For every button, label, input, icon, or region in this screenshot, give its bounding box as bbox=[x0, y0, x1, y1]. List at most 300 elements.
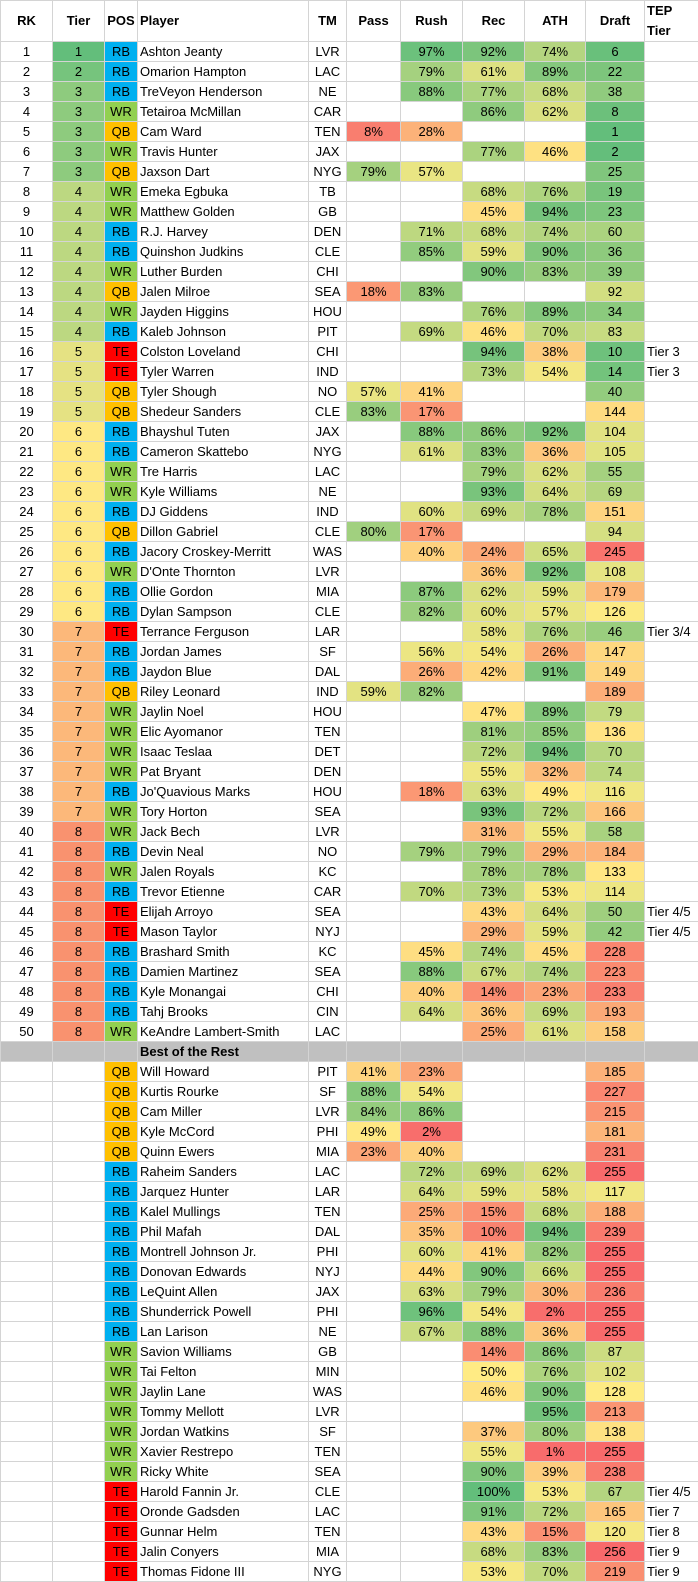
ath-cell bbox=[525, 1102, 586, 1122]
rest-player-row[interactable] bbox=[1, 1502, 698, 1522]
player-name: Will Howard bbox=[138, 1062, 309, 1082]
player-row[interactable] bbox=[1, 82, 698, 102]
player-name: Tyler Shough bbox=[138, 382, 309, 402]
tier-cell bbox=[53, 1422, 105, 1442]
rank-cell: 9 bbox=[1, 202, 53, 222]
pos-cell: QB bbox=[105, 122, 138, 142]
ath-cell: 29% bbox=[525, 842, 586, 862]
player-row[interactable] bbox=[1, 1002, 698, 1022]
pos-cell: RB bbox=[105, 1002, 138, 1022]
player-row[interactable] bbox=[1, 122, 698, 142]
rest-player-row[interactable] bbox=[1, 1162, 698, 1182]
pos-cell: RB bbox=[105, 322, 138, 342]
tep-tier-cell bbox=[645, 242, 698, 262]
draft-cell: 138 bbox=[586, 1422, 645, 1442]
tep-tier-cell bbox=[645, 522, 698, 542]
team-cell: NE bbox=[309, 82, 347, 102]
player-row[interactable] bbox=[1, 182, 698, 202]
rush-cell: 83% bbox=[401, 282, 463, 302]
team-cell: NYG bbox=[309, 442, 347, 462]
player-row[interactable] bbox=[1, 162, 698, 182]
header-ath[interactable]: ATH bbox=[525, 1, 586, 42]
tep-tier-cell bbox=[645, 62, 698, 82]
rush-cell: 26% bbox=[401, 662, 463, 682]
header-tier[interactable]: Tier bbox=[53, 1, 105, 42]
pos-cell: TE bbox=[105, 1502, 138, 1522]
pos-cell: WR bbox=[105, 202, 138, 222]
rec-cell: 78% bbox=[463, 862, 525, 882]
pass-cell bbox=[347, 602, 401, 622]
rest-player-row[interactable] bbox=[1, 1062, 698, 1082]
draft-cell: 23 bbox=[586, 202, 645, 222]
player-name: Cameron Skattebo bbox=[138, 442, 309, 462]
rank-cell bbox=[1, 1422, 53, 1442]
draft-cell: 166 bbox=[586, 802, 645, 822]
player-row[interactable] bbox=[1, 1022, 698, 1042]
ath-cell: 74% bbox=[525, 42, 586, 62]
player-row[interactable] bbox=[1, 102, 698, 122]
tier-cell bbox=[53, 1182, 105, 1202]
tep-tier-cell bbox=[645, 142, 698, 162]
team-cell: LAR bbox=[309, 622, 347, 642]
tep-tier-cell bbox=[645, 322, 698, 342]
team-cell: SF bbox=[309, 1082, 347, 1102]
ath-cell: 78% bbox=[525, 502, 586, 522]
team-cell: JAX bbox=[309, 142, 347, 162]
rank-cell bbox=[1, 1542, 53, 1562]
team-cell: TEN bbox=[309, 1522, 347, 1542]
player-row[interactable] bbox=[1, 62, 698, 82]
ath-cell: 38% bbox=[525, 342, 586, 362]
tep-tier-cell bbox=[645, 202, 698, 222]
ath-cell: 36% bbox=[525, 1322, 586, 1342]
player-row[interactable] bbox=[1, 542, 698, 562]
team-cell: NE bbox=[309, 482, 347, 502]
tier-cell bbox=[53, 1462, 105, 1482]
rank-cell: 20 bbox=[1, 422, 53, 442]
rush-cell: 35% bbox=[401, 1222, 463, 1242]
player-row[interactable] bbox=[1, 942, 698, 962]
player-row[interactable] bbox=[1, 482, 698, 502]
tep-tier-cell bbox=[645, 1342, 698, 1362]
pass-cell bbox=[347, 342, 401, 362]
rec-cell: 63% bbox=[463, 782, 525, 802]
rush-cell: 87% bbox=[401, 582, 463, 602]
rank-cell: 31 bbox=[1, 642, 53, 662]
tier-cell bbox=[53, 1542, 105, 1562]
rest-player-row[interactable] bbox=[1, 1222, 698, 1242]
player-row[interactable] bbox=[1, 982, 698, 1002]
pos-cell: TE bbox=[105, 922, 138, 942]
pos-cell: RB bbox=[105, 942, 138, 962]
draft-cell: 228 bbox=[586, 942, 645, 962]
ath-cell: 72% bbox=[525, 1502, 586, 1522]
player-name: Matthew Golden bbox=[138, 202, 309, 222]
draft-cell: 223 bbox=[586, 962, 645, 982]
player-row[interactable] bbox=[1, 762, 698, 782]
rank-cell: 7 bbox=[1, 162, 53, 182]
draft-cell: 255 bbox=[586, 1242, 645, 1262]
player-row[interactable] bbox=[1, 742, 698, 762]
pos-cell: WR bbox=[105, 1422, 138, 1442]
rec-cell: 79% bbox=[463, 842, 525, 862]
player-row[interactable] bbox=[1, 142, 698, 162]
rest-player-row[interactable] bbox=[1, 1322, 698, 1342]
pos-cell: WR bbox=[105, 1362, 138, 1382]
rush-cell: 97% bbox=[401, 42, 463, 62]
rec-cell: 24% bbox=[463, 542, 525, 562]
rush-cell bbox=[401, 262, 463, 282]
draft-cell: 102 bbox=[586, 1362, 645, 1382]
tep-tier-cell bbox=[645, 1122, 698, 1142]
player-name: Montrell Johnson Jr. bbox=[138, 1242, 309, 1262]
rest-player-row[interactable] bbox=[1, 1402, 698, 1422]
rank-cell bbox=[1, 1082, 53, 1102]
rush-cell: 60% bbox=[401, 1242, 463, 1262]
rank-cell: 16 bbox=[1, 342, 53, 362]
rest-player-row[interactable] bbox=[1, 1442, 698, 1462]
rank-cell: 4 bbox=[1, 102, 53, 122]
team-cell: HOU bbox=[309, 782, 347, 802]
rank-cell bbox=[1, 1482, 53, 1502]
rank-cell bbox=[1, 1302, 53, 1322]
rush-cell: 61% bbox=[401, 442, 463, 462]
pass-cell: 57% bbox=[347, 382, 401, 402]
player-name: Damien Martinez bbox=[138, 962, 309, 982]
player-row[interactable] bbox=[1, 582, 698, 602]
rest-player-row[interactable] bbox=[1, 1562, 698, 1582]
player-row[interactable] bbox=[1, 222, 698, 242]
tep-tier-cell bbox=[645, 402, 698, 422]
rest-player-row[interactable] bbox=[1, 1122, 698, 1142]
tier-cell: 8 bbox=[53, 822, 105, 842]
player-name: Raheim Sanders bbox=[138, 1162, 309, 1182]
player-row[interactable] bbox=[1, 922, 698, 942]
player-row[interactable] bbox=[1, 602, 698, 622]
rest-player-row[interactable] bbox=[1, 1382, 698, 1402]
pos-cell: QB bbox=[105, 682, 138, 702]
rest-player-row[interactable] bbox=[1, 1142, 698, 1162]
tier-cell: 4 bbox=[53, 322, 105, 342]
player-row[interactable] bbox=[1, 422, 698, 442]
pos-cell: QB bbox=[105, 402, 138, 422]
team-cell: CLE bbox=[309, 1482, 347, 1502]
rank-cell bbox=[1, 1062, 53, 1082]
header-rush[interactable]: Rush bbox=[401, 1, 463, 42]
player-row[interactable] bbox=[1, 822, 698, 842]
player-name: Jordan James bbox=[138, 642, 309, 662]
rush-cell: 40% bbox=[401, 1142, 463, 1162]
rest-player-row[interactable] bbox=[1, 1082, 698, 1102]
rec-cell: 73% bbox=[463, 882, 525, 902]
draft-cell: 238 bbox=[586, 1462, 645, 1482]
rest-player-row[interactable] bbox=[1, 1182, 698, 1202]
draft-cell: 105 bbox=[586, 442, 645, 462]
draft-cell: 126 bbox=[586, 602, 645, 622]
header-tep-tier[interactable]: TEP Tier bbox=[645, 1, 698, 42]
pass-cell bbox=[347, 322, 401, 342]
pass-cell bbox=[347, 142, 401, 162]
draft-cell: 19 bbox=[586, 182, 645, 202]
tier-cell: 1 bbox=[53, 42, 105, 62]
ath-cell: 92% bbox=[525, 422, 586, 442]
player-name: Elijah Arroyo bbox=[138, 902, 309, 922]
rest-player-row[interactable] bbox=[1, 1302, 698, 1322]
tier-cell: 2 bbox=[53, 62, 105, 82]
tep-tier-cell bbox=[645, 1282, 698, 1302]
player-row[interactable] bbox=[1, 282, 698, 302]
player-row[interactable] bbox=[1, 42, 698, 62]
tier-cell bbox=[53, 1342, 105, 1362]
pass-cell bbox=[347, 1022, 401, 1042]
player-row[interactable] bbox=[1, 342, 698, 362]
rank-cell: 46 bbox=[1, 942, 53, 962]
tier-cell: 5 bbox=[53, 362, 105, 382]
rec-cell: 55% bbox=[463, 762, 525, 782]
pass-cell bbox=[347, 882, 401, 902]
ath-cell bbox=[525, 402, 586, 422]
rec-cell: 47% bbox=[463, 702, 525, 722]
tier-cell: 7 bbox=[53, 682, 105, 702]
player-row[interactable] bbox=[1, 802, 698, 822]
rec-cell: 25% bbox=[463, 1022, 525, 1042]
rank-cell bbox=[1, 1362, 53, 1382]
player-name: Tommy Mellott bbox=[138, 1402, 309, 1422]
header-pos[interactable]: POS bbox=[105, 1, 138, 42]
player-row[interactable] bbox=[1, 202, 698, 222]
header-pass[interactable]: Pass bbox=[347, 1, 401, 42]
pass-cell bbox=[347, 742, 401, 762]
rank-cell: 2 bbox=[1, 62, 53, 82]
tep-tier-cell bbox=[645, 602, 698, 622]
player-row[interactable] bbox=[1, 682, 698, 702]
player-row[interactable] bbox=[1, 902, 698, 922]
tier-cell: 6 bbox=[53, 562, 105, 582]
rank-cell: 1 bbox=[1, 42, 53, 62]
ath-cell: 76% bbox=[525, 622, 586, 642]
rest-player-row[interactable] bbox=[1, 1542, 698, 1562]
pos-cell: RB bbox=[105, 1322, 138, 1342]
rec-cell bbox=[463, 1082, 525, 1102]
team-cell: DAL bbox=[309, 1222, 347, 1242]
team-cell: SEA bbox=[309, 282, 347, 302]
pos-cell: RB bbox=[105, 982, 138, 1002]
ath-cell: 72% bbox=[525, 802, 586, 822]
rest-player-row[interactable] bbox=[1, 1242, 698, 1262]
pos-cell: RB bbox=[105, 422, 138, 442]
rush-cell bbox=[401, 1442, 463, 1462]
pass-cell: 18% bbox=[347, 282, 401, 302]
player-name: Jaxson Dart bbox=[138, 162, 309, 182]
pos-cell: QB bbox=[105, 1122, 138, 1142]
ath-cell: 53% bbox=[525, 1482, 586, 1502]
rush-cell bbox=[401, 562, 463, 582]
pass-cell bbox=[347, 202, 401, 222]
player-row[interactable] bbox=[1, 702, 698, 722]
rank-cell: 15 bbox=[1, 322, 53, 342]
tier-cell: 8 bbox=[53, 1002, 105, 1022]
ath-cell bbox=[525, 1122, 586, 1142]
rank-cell: 34 bbox=[1, 702, 53, 722]
team-cell: KC bbox=[309, 862, 347, 882]
rest-player-row[interactable] bbox=[1, 1422, 698, 1442]
player-row[interactable] bbox=[1, 642, 698, 662]
header-player[interactable]: Player bbox=[138, 1, 309, 42]
player-row[interactable] bbox=[1, 522, 698, 542]
rest-player-row[interactable] bbox=[1, 1262, 698, 1282]
rec-cell: 92% bbox=[463, 42, 525, 62]
player-row[interactable] bbox=[1, 322, 698, 342]
rush-cell bbox=[401, 302, 463, 322]
header-rec[interactable]: Rec bbox=[463, 1, 525, 42]
rest-player-row[interactable] bbox=[1, 1462, 698, 1482]
player-row[interactable] bbox=[1, 462, 698, 482]
rank-cell bbox=[1, 1562, 53, 1582]
draft-cell: 213 bbox=[586, 1402, 645, 1422]
team-cell: PHI bbox=[309, 1122, 347, 1142]
pos-cell: WR bbox=[105, 802, 138, 822]
player-row[interactable] bbox=[1, 302, 698, 322]
player-row[interactable] bbox=[1, 782, 698, 802]
rec-cell: 81% bbox=[463, 722, 525, 742]
player-row[interactable] bbox=[1, 442, 698, 462]
rank-cell: 43 bbox=[1, 882, 53, 902]
pass-cell bbox=[347, 1262, 401, 1282]
player-row[interactable] bbox=[1, 842, 698, 862]
ath-cell bbox=[525, 122, 586, 142]
tep-tier-cell bbox=[645, 1062, 698, 1082]
player-name: Isaac Teslaa bbox=[138, 742, 309, 762]
rec-cell: 100% bbox=[463, 1482, 525, 1502]
pass-cell bbox=[347, 1162, 401, 1182]
tier-cell: 6 bbox=[53, 542, 105, 562]
rush-cell bbox=[401, 462, 463, 482]
player-row[interactable] bbox=[1, 262, 698, 282]
rest-player-row[interactable] bbox=[1, 1282, 698, 1302]
tier-cell: 8 bbox=[53, 862, 105, 882]
team-cell: LAR bbox=[309, 1182, 347, 1202]
tier-cell: 4 bbox=[53, 282, 105, 302]
player-name: Colston Loveland bbox=[138, 342, 309, 362]
player-row[interactable] bbox=[1, 622, 698, 642]
tep-tier-cell bbox=[645, 1422, 698, 1442]
team-cell: PHI bbox=[309, 1302, 347, 1322]
rec-cell: 46% bbox=[463, 1382, 525, 1402]
pos-cell: RB bbox=[105, 442, 138, 462]
player-name: D'Onte Thornton bbox=[138, 562, 309, 582]
ath-cell: 89% bbox=[525, 702, 586, 722]
team-cell: HOU bbox=[309, 702, 347, 722]
tep-tier-cell bbox=[645, 1142, 698, 1162]
team-cell: CLE bbox=[309, 522, 347, 542]
player-row[interactable] bbox=[1, 722, 698, 742]
rest-player-row[interactable] bbox=[1, 1202, 698, 1222]
rank-cell bbox=[1, 1182, 53, 1202]
header-rk[interactable]: RK bbox=[1, 1, 53, 42]
rec-cell bbox=[463, 162, 525, 182]
team-cell: SF bbox=[309, 642, 347, 662]
player-row[interactable] bbox=[1, 662, 698, 682]
pass-cell bbox=[347, 482, 401, 502]
player-row[interactable] bbox=[1, 882, 698, 902]
player-row[interactable] bbox=[1, 862, 698, 882]
team-cell: NO bbox=[309, 842, 347, 862]
rank-cell: 21 bbox=[1, 442, 53, 462]
tep-tier-cell bbox=[645, 1182, 698, 1202]
player-name: Ollie Gordon bbox=[138, 582, 309, 602]
rec-cell: 68% bbox=[463, 182, 525, 202]
pos-cell: TE bbox=[105, 362, 138, 382]
rec-cell: 54% bbox=[463, 642, 525, 662]
draft-cell: 255 bbox=[586, 1442, 645, 1462]
pos-cell: WR bbox=[105, 302, 138, 322]
player-row[interactable] bbox=[1, 962, 698, 982]
header-draft[interactable]: Draft bbox=[586, 1, 645, 42]
rank-cell bbox=[1, 1262, 53, 1282]
draft-cell: 239 bbox=[586, 1222, 645, 1242]
player-name: Riley Leonard bbox=[138, 682, 309, 702]
pos-cell: QB bbox=[105, 282, 138, 302]
pass-cell bbox=[347, 802, 401, 822]
ath-cell bbox=[525, 1082, 586, 1102]
rush-cell: 86% bbox=[401, 1102, 463, 1122]
pass-cell bbox=[347, 1002, 401, 1022]
rec-cell: 55% bbox=[463, 1442, 525, 1462]
player-row[interactable] bbox=[1, 502, 698, 522]
rank-cell: 47 bbox=[1, 962, 53, 982]
player-row[interactable] bbox=[1, 362, 698, 382]
rest-player-row[interactable] bbox=[1, 1342, 698, 1362]
pass-cell bbox=[347, 242, 401, 262]
rank-cell: 18 bbox=[1, 382, 53, 402]
rec-cell: 50% bbox=[463, 1362, 525, 1382]
rest-player-row[interactable] bbox=[1, 1482, 698, 1502]
player-row[interactable] bbox=[1, 402, 698, 422]
draft-cell: 227 bbox=[586, 1082, 645, 1102]
player-row[interactable] bbox=[1, 562, 698, 582]
tier-cell: 8 bbox=[53, 922, 105, 942]
player-row[interactable] bbox=[1, 242, 698, 262]
rest-player-row[interactable] bbox=[1, 1362, 698, 1382]
tier-cell: 7 bbox=[53, 782, 105, 802]
rush-cell: 44% bbox=[401, 1262, 463, 1282]
rush-cell bbox=[401, 622, 463, 642]
pass-cell bbox=[347, 1382, 401, 1402]
rest-player-row[interactable] bbox=[1, 1522, 698, 1542]
pass-cell bbox=[347, 902, 401, 922]
tier-cell: 8 bbox=[53, 962, 105, 982]
pass-cell bbox=[347, 362, 401, 382]
rec-cell: 83% bbox=[463, 442, 525, 462]
draft-cell: 189 bbox=[586, 682, 645, 702]
header-tm[interactable]: TM bbox=[309, 1, 347, 42]
pass-cell bbox=[347, 1282, 401, 1302]
rec-cell: 31% bbox=[463, 822, 525, 842]
rest-player-row[interactable] bbox=[1, 1102, 698, 1122]
draft-cell: 144 bbox=[586, 402, 645, 422]
team-cell: IND bbox=[309, 682, 347, 702]
player-name: Dylan Sampson bbox=[138, 602, 309, 622]
ath-cell: 36% bbox=[525, 442, 586, 462]
rush-cell: 17% bbox=[401, 522, 463, 542]
rush-cell: 82% bbox=[401, 682, 463, 702]
rank-cell bbox=[1, 1102, 53, 1122]
draft-cell: 236 bbox=[586, 1282, 645, 1302]
team-cell: PIT bbox=[309, 322, 347, 342]
player-row[interactable] bbox=[1, 382, 698, 402]
team-cell: TEN bbox=[309, 1442, 347, 1462]
tep-tier-cell bbox=[645, 1242, 698, 1262]
